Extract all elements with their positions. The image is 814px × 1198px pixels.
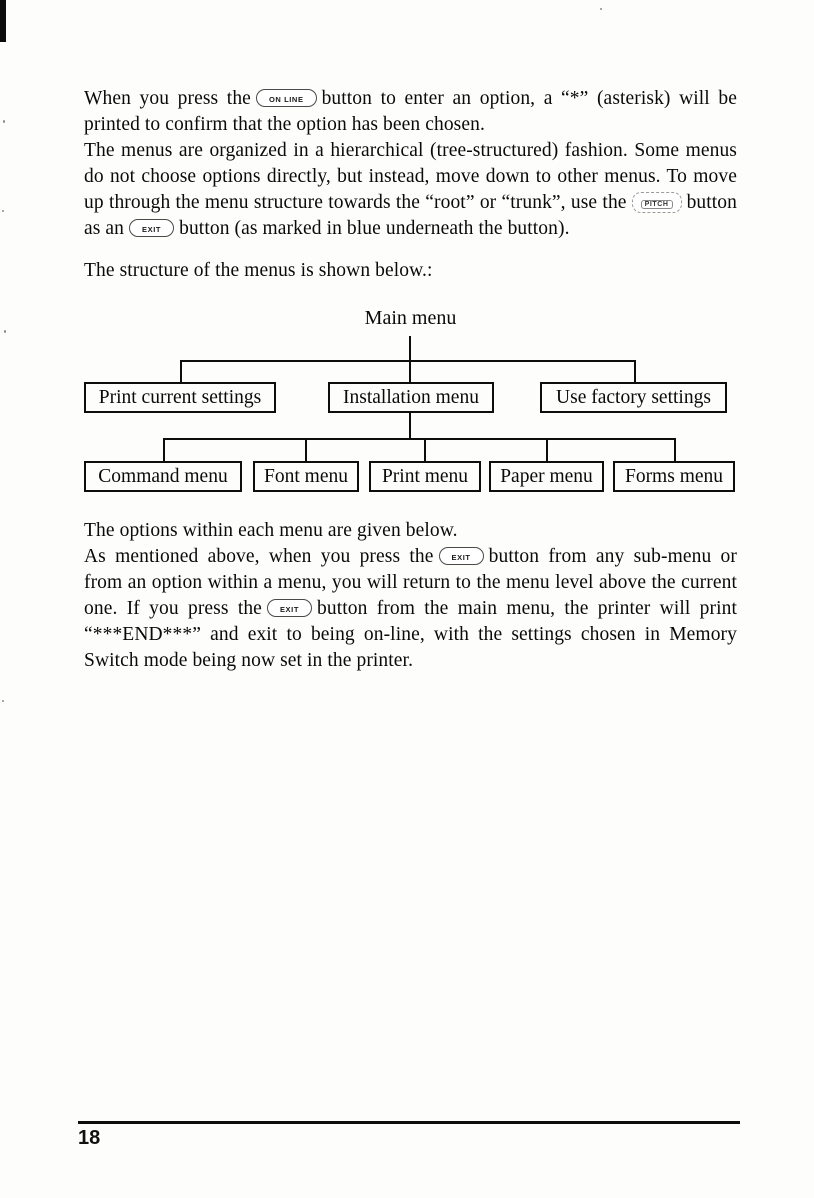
paragraph-exit-behavior [84, 544, 737, 674]
paragraph-options-intro [84, 518, 737, 544]
exit-button-glyph [439, 547, 484, 565]
connector-level2-stub-print [424, 438, 426, 461]
footer-rule [78, 1121, 740, 1124]
exit-button-label: EXIT [142, 225, 162, 234]
paragraph-menu-structure [84, 138, 737, 242]
connector-level2-stub-command [163, 438, 165, 461]
exit-button-label: EXIT [279, 605, 300, 614]
connector-root-vertical [409, 336, 411, 382]
diagram-node-font-menu: Font menu [253, 461, 359, 492]
paragraph-online [84, 86, 737, 138]
pitch-button-label: PITCH [641, 200, 673, 209]
paragraph-text: The structure of the menus is shown below.: [84, 260, 433, 281]
connector-level2-stub-forms [674, 438, 676, 461]
connector-installation-vertical [409, 413, 411, 440]
connector-level2-stub-paper [546, 438, 548, 461]
paragraph-text: button as an [84, 192, 737, 239]
connector-level1-stub-left [180, 360, 182, 382]
exit-button-glyph [129, 219, 174, 237]
scan-speckle [4, 330, 6, 333]
diagram-node-print-menu: Print menu [369, 461, 481, 492]
diagram-node-forms-menu: Forms menu [613, 461, 735, 492]
on-line-button-label: ON LINE [268, 95, 304, 104]
diagram-node-print-current-settings: Print current settings [84, 382, 276, 413]
connector-level1-stub-right [634, 360, 636, 382]
pitch-button-glyph [632, 192, 682, 213]
on-line-button-glyph [256, 89, 317, 107]
scan-artifact-bar [0, 0, 6, 42]
paragraph-text: The options within each menu are given below. [84, 520, 458, 541]
paragraph-structure-intro [84, 258, 737, 284]
page-number: 18 [78, 1127, 101, 1149]
connector-level1-horizontal [180, 360, 636, 362]
paragraph-text: As mentioned above, when you press the [84, 546, 434, 567]
paragraph-text: The menus are organized in a hierarchical (tree-structured) fashion. Some menus do not choose options directly, but instead, move down to other menus. To move up through the menu structure towards the “root” or “trunk”, use the [84, 140, 737, 213]
paragraph-text: button from any sub-menu or from an option within a menu, you will return to the menu level above the current one. If you press the [84, 546, 737, 619]
scan-speckle [600, 8, 602, 10]
exit-button-glyph [267, 599, 312, 617]
diagram-node-installation-menu: Installation menu [328, 382, 494, 413]
page-content [84, 86, 737, 674]
diagram-node-command-menu: Command menu [84, 461, 242, 492]
paragraph-text: When you press the [84, 88, 251, 109]
diagram-node-paper-menu: Paper menu [489, 461, 604, 492]
scan-speckle [3, 120, 5, 123]
connector-level2-horizontal [163, 438, 676, 440]
diagram-node-use-factory-settings: Use factory settings [540, 382, 727, 413]
exit-button-label: EXIT [451, 553, 471, 562]
connector-level2-stub-font [305, 438, 307, 461]
diagram-root-label: Main menu [364, 307, 457, 329]
scan-speckle [2, 700, 4, 702]
scan-speckle [2, 210, 4, 212]
paragraph-text: button to enter an option, a “*” (asterisk) will be printed to confirm that the option has been chosen. [84, 88, 738, 135]
paragraph-text: button from the main menu, the printer will print “***END***” and exit to being on-line, with the settings chosen in Memory Switch mode being now set in the printer. [84, 598, 737, 671]
paragraph-text: button (as marked in blue underneath the button). [179, 218, 570, 239]
menu-tree-diagram [84, 306, 737, 492]
